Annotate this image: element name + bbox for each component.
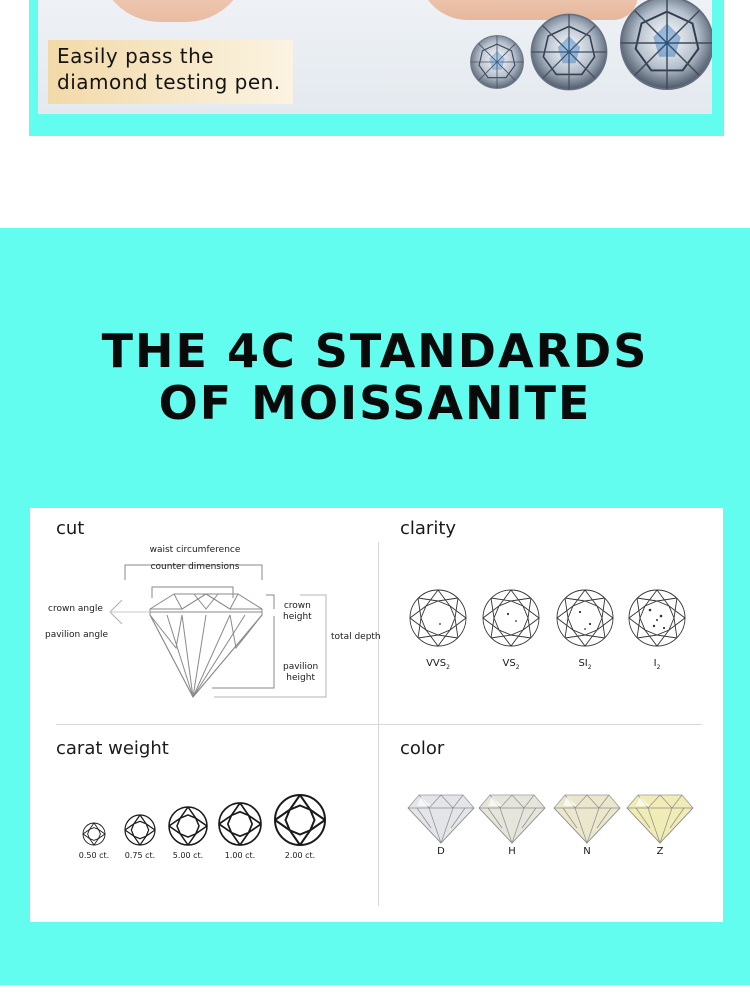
clarity-grade-vs2: $VS_2$ — [502, 658, 520, 671]
caption-line-1: Easily pass the — [57, 44, 215, 68]
hand-image — [98, 0, 248, 22]
cut-heading: cut — [56, 518, 85, 539]
counter-dimensions-label: counter dimensions — [150, 562, 240, 572]
color-grade-n: N — [583, 846, 591, 857]
clarity-grade-si2: $SI_2$ — [578, 658, 592, 671]
clarity-grade-vvs2: $VVS_2$ — [426, 658, 450, 671]
caption-line-2: diamond testing pen. — [57, 70, 281, 94]
pavilion-height-line-2: height — [286, 673, 315, 683]
color-heading: color — [400, 738, 445, 759]
clarity-heading: clarity — [400, 518, 457, 539]
carat-size-label: 0.50 ct. — [78, 851, 110, 860]
total-depth-label: total depth — [331, 632, 381, 642]
top-banner — [29, 0, 724, 136]
color-stone-h — [479, 795, 545, 843]
color-diagram — [30, 508, 723, 922]
section-title — [0, 325, 750, 429]
carat-size-label: 2.00 ct. — [284, 851, 316, 860]
carat-weight-heading: carat weight — [56, 738, 169, 759]
pavilion-angle-label: pavilion angle — [45, 630, 109, 640]
moissanite-stone-large — [618, 0, 712, 92]
section-title-line-2: OF MOISSANITE — [158, 376, 592, 430]
carat-size-label: 0.75 ct. — [124, 851, 156, 860]
moissanite-stone-medium — [529, 12, 609, 92]
4c-chart-card — [30, 508, 723, 922]
color-grade-h: H — [508, 846, 516, 857]
carat-size-label: 5.00 ct. — [172, 851, 204, 860]
bottom-spacer — [0, 985, 750, 1001]
color-stone-n — [554, 795, 620, 843]
4c-standards-section — [0, 228, 750, 985]
color-grade-d: D — [437, 846, 445, 857]
section-title-line-1: THE 4C STANDARDS — [101, 324, 649, 378]
carat-size-label: 1.00 ct. — [224, 851, 256, 860]
product-photo — [38, 0, 712, 114]
crown-height-line-2: height — [283, 612, 312, 622]
pavilion-height-line-1: pavilion — [283, 662, 319, 672]
color-stone-d — [408, 795, 474, 843]
color-grade-z: Z — [656, 846, 664, 857]
color-stone-z — [627, 795, 693, 843]
crown-angle-label: crown angle — [48, 604, 103, 614]
waist-circumference-label: waist circumference — [149, 545, 241, 555]
crown-height-line-1: crown — [283, 601, 311, 611]
moissanite-stone-small — [469, 34, 525, 90]
testing-pen-caption — [48, 40, 293, 104]
clarity-grade-i2: $I_2$ — [653, 658, 661, 671]
